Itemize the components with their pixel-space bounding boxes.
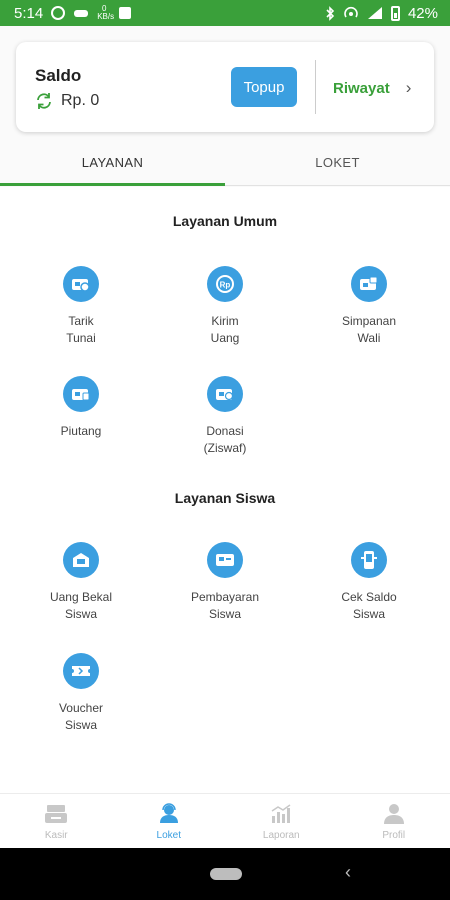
service-label: Kirim Uang <box>210 314 240 345</box>
nav-loket[interactable] <box>113 794 226 848</box>
bottom-navigation <box>0 793 450 848</box>
spotify-icon <box>51 6 65 20</box>
signal-icon <box>367 6 383 20</box>
nav-label: Loket <box>156 829 181 841</box>
battery-percent: 42% <box>407 4 438 22</box>
nav-profil[interactable] <box>338 794 450 848</box>
status-bar <box>0 0 450 26</box>
service-label: Uang Bekal Siswa <box>49 590 113 621</box>
chevron-right-icon: › <box>405 78 412 97</box>
service-label: Donasi (Ziswaf) <box>203 424 247 455</box>
tab-loket[interactable]: LOKET <box>315 155 360 170</box>
flipboard-icon <box>119 7 131 19</box>
service-simpanan-wali[interactable] <box>304 266 434 347</box>
check-balance-icon <box>351 542 387 578</box>
report-chart-icon <box>268 802 294 826</box>
savings-wallet-icon <box>351 266 387 302</box>
status-time: 5:14 <box>14 4 44 22</box>
refresh-icon[interactable] <box>35 92 53 110</box>
game-controller-icon <box>73 7 89 19</box>
profile-person-icon <box>381 802 407 826</box>
bluetooth-icon <box>325 6 335 21</box>
voucher-ticket-icon <box>63 653 99 689</box>
cash-register-icon <box>43 802 69 826</box>
section-title-layanan-siswa: Layanan Siswa <box>174 490 276 506</box>
service-pembayaran-siswa[interactable] <box>160 542 290 623</box>
saldo-card <box>16 42 434 132</box>
battery-icon <box>391 6 400 21</box>
saldo-title: Saldo <box>35 66 82 85</box>
service-voucher-siswa[interactable] <box>16 653 146 734</box>
nav-label: Laporan <box>262 829 300 841</box>
service-label: Pembayaran Siswa <box>190 590 260 621</box>
counter-agent-icon <box>156 802 182 826</box>
topup-button[interactable]: Topup <box>231 67 297 107</box>
payment-card-icon <box>207 542 243 578</box>
service-label: Simpanan Wali <box>341 314 397 345</box>
money-transfer-icon <box>207 266 243 302</box>
service-tarik-tunai[interactable] <box>16 266 146 347</box>
tab-layanan[interactable]: LAYANAN <box>0 140 225 185</box>
back-chevron-icon[interactable]: ‹ <box>345 862 351 882</box>
service-piutang[interactable] <box>16 376 146 440</box>
section-title-layanan-umum: Layanan Umum <box>172 213 278 229</box>
home-gesture-pill[interactable] <box>210 868 242 880</box>
nav-label: Profil <box>382 829 406 841</box>
saldo-amount: Rp. 0 <box>61 92 100 109</box>
wallet-credit-icon <box>63 376 99 412</box>
saldo-balance-row <box>35 92 99 110</box>
tab-bar <box>0 140 450 186</box>
nav-laporan[interactable] <box>225 794 338 848</box>
services-panel <box>0 187 450 793</box>
service-label: Tarik Tunai <box>66 314 96 345</box>
system-navigation-bar <box>0 848 450 900</box>
data-usage-icon: 0 KB/s <box>97 4 115 21</box>
card-divider <box>315 60 316 114</box>
riwayat-link[interactable] <box>333 78 411 98</box>
nav-label: Kasir <box>44 829 68 841</box>
service-label: Piutang <box>60 424 102 438</box>
service-label: Voucher Siswa <box>58 701 104 732</box>
service-label: Cek Saldo Siswa <box>341 590 397 621</box>
svg-text:Rp: Rp <box>219 280 231 290</box>
money-box-icon <box>63 542 99 578</box>
service-kirim-uang[interactable] <box>160 266 290 347</box>
service-uang-bekal-siswa[interactable] <box>16 542 146 623</box>
hotspot-icon <box>343 6 359 20</box>
wallet-donation-icon <box>207 376 243 412</box>
wallet-withdraw-icon <box>63 266 99 302</box>
service-cek-saldo-siswa[interactable] <box>304 542 434 623</box>
riwayat-label: Riwayat <box>333 79 390 97</box>
nav-kasir[interactable] <box>0 794 113 848</box>
service-donasi-ziswaf[interactable] <box>160 376 290 457</box>
